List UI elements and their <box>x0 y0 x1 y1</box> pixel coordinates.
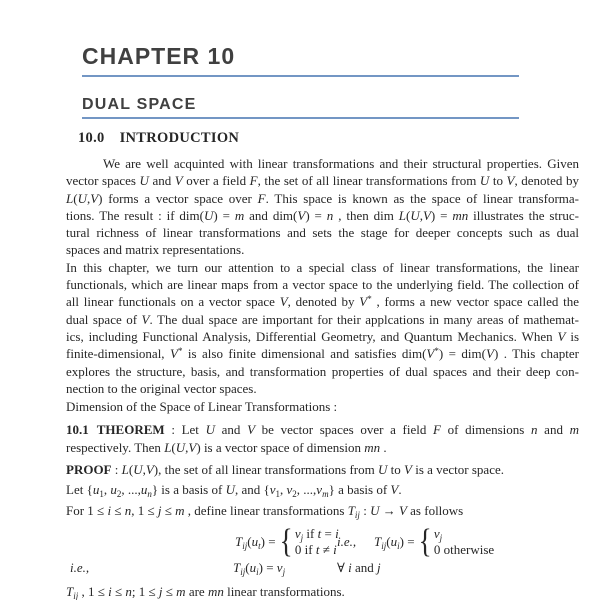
text-line: 10.1 THEOREM : Let U and V be vector spaces over a field F of dimensions n and m <box>66 422 579 438</box>
paragraph-introduction-1 <box>66 155 579 259</box>
case-line: $v_j$ <box>433 525 443 543</box>
text-line: vector spaces U and V over a field F, the set of all linear transformations from U to V, denoted by <box>66 173 579 189</box>
text-line: spaces and matrix representations. <box>66 242 245 258</box>
text-line: tural richness of linear transformations and sets the stage for deeper concepts such as dual <box>66 225 579 241</box>
text-line: For 1 ≤ i ≤ n, 1 ≤ j ≤ m , define linear transformations $T_{ij}$ : U → V as follows <box>66 502 464 520</box>
forall-quantifier: ∀ i and j <box>337 559 381 575</box>
closing-statement <box>66 583 579 600</box>
text-line: dual space of V. The dual space are important for their applcations in many areas of mathemat- <box>66 311 579 327</box>
intro-heading <box>78 131 579 146</box>
text-line: nection to the original vector spaces. <box>66 380 257 396</box>
section-title: DUAL SPACE <box>82 96 197 113</box>
cases-group <box>417 522 495 560</box>
intro-heading-number: 10.0 <box>78 130 105 146</box>
paragraph-introduction-2 <box>66 259 579 397</box>
equation-evaluation: $T_{ij}(u_i) = v_j$ <box>233 559 286 577</box>
chapter-title: CHAPTER 10 <box>82 43 236 69</box>
text-line: Let {$u_1$, $u_2$, $...,u_n$} is a basis of U, and {$v_1$, $v_2$, $...,v_m$} a basis of V. <box>66 482 402 500</box>
equation-definition-row <box>66 522 579 560</box>
theorem-paragraph <box>66 421 579 456</box>
section-rule <box>82 117 519 119</box>
text-line: $T_{ij}$ , 1 ≤ i ≤ n; 1 ≤ j ≤ m are mn linear transformations. <box>66 583 345 600</box>
text-line: explores the structure, basis, and transformation properties of dual spaces and their deep con- <box>66 363 579 379</box>
equation-evaluation-row <box>66 559 579 577</box>
text-line: ics, including Functional Analysis, Differential Geometry, and Quantum Mechanics. When V is <box>66 328 579 344</box>
equation-lhs: $T_{ij}(u_t)$ = <box>235 533 276 551</box>
equation-piecewise-shorthand <box>374 522 495 560</box>
case-line: 0 if t ≠ i <box>294 541 337 557</box>
text-line: Dimension of the Space of Linear Transformations : <box>66 399 338 415</box>
ie-prefix: i.e., <box>70 559 90 575</box>
text-line: In this chapter, we turn our attention to a special class of linear transformations, the linear <box>66 259 579 275</box>
dimension-heading-line <box>66 398 579 415</box>
chapter-rule <box>82 75 519 77</box>
case-line: 0 otherwise <box>433 541 495 557</box>
left-brace-icon: { <box>279 522 293 560</box>
text-line: PROOF : L(U,V), the set of all linear transformations from U to V is a vector space. <box>66 462 504 478</box>
text-line: functionals, which are linear maps from a vector space to the underlying field. The collection of <box>66 277 579 293</box>
equation-piecewise-definition <box>235 522 339 560</box>
text-line: tions. The result : if dim(U) = m and dim(V) = n , then dim L(U,V) = mn illustrates the struc- <box>66 207 580 223</box>
equation-lhs: $T_{ij}(u_i)$ = <box>374 533 415 551</box>
proof-paragraph <box>66 461 579 519</box>
intro-heading-label: INTRODUCTION <box>119 130 240 146</box>
text-line: L(U,V) forms a vector space over F. This space is known as the space of linear transforma- <box>66 190 579 206</box>
text-line: We are well acquinted with linear transformations and their structural properties. Given <box>103 156 579 171</box>
left-brace-icon: { <box>418 522 432 560</box>
ie-connector: i.e., <box>337 533 357 549</box>
text-line: all linear functionals on a vector space V, denoted by V* , forms a new vector space called the <box>66 294 579 310</box>
text-line: respectively. Then L(U,V) is a vector space of dimension mn . <box>66 439 387 455</box>
text-line: finite-dimensional, V* is also finite dimensional and satisfies dim(V*) = dim(V) . This chapter <box>66 346 579 362</box>
cases-group <box>278 522 339 560</box>
case-line: $v_j$ if t = i <box>294 525 339 543</box>
